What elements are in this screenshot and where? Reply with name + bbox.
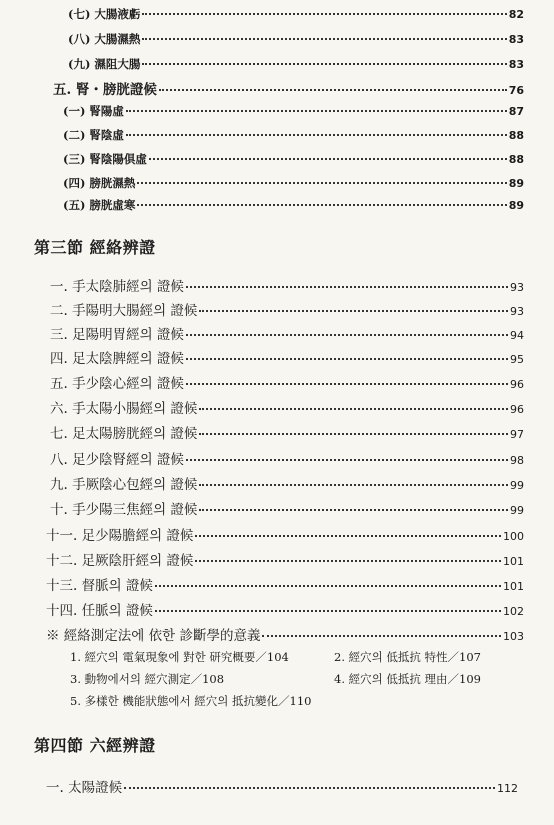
leader-dots	[186, 286, 508, 288]
toc-entry-page: 76	[508, 84, 524, 97]
toc-entry-label: 三. 足陽明胃經의 證候	[50, 327, 184, 343]
toc-entry-label: 七. 足太陽膀胱經의 證候	[50, 426, 198, 442]
toc-entry-page: 97	[510, 428, 524, 441]
toc-entry-label: (五) 膀胱虛寒	[63, 198, 136, 212]
toc-entry-label: (八) 大腸濕熱	[68, 32, 141, 46]
toc-entry-page: 99	[510, 479, 524, 492]
leader-dots	[149, 158, 507, 160]
leader-dots	[199, 509, 508, 511]
leader-dots	[126, 110, 507, 112]
toc-entry-page: 94	[510, 329, 524, 342]
toc-entry-page: 100	[503, 530, 524, 543]
toc-entry-page: 96	[510, 403, 524, 416]
leader-dots	[159, 89, 507, 91]
leader-dots	[199, 433, 508, 435]
toc-entry-label: 一. 太陽證候	[46, 780, 123, 796]
leader-dots	[155, 585, 501, 587]
toc-entry	[50, 372, 524, 392]
leader-dots	[195, 560, 501, 562]
leader-dots	[262, 635, 501, 637]
toc-entry	[53, 78, 524, 98]
leader-dots	[126, 134, 507, 136]
toc-entry	[68, 31, 524, 47]
section-heading: 第三節 經絡辨證	[34, 238, 156, 257]
leader-dots	[142, 38, 506, 40]
toc-entry	[46, 776, 518, 796]
leader-dots	[137, 182, 506, 184]
leader-dots	[186, 459, 508, 461]
toc-entry-page: 96	[510, 378, 524, 391]
toc-entry-label: (三) 腎陰陽俱虛	[63, 152, 147, 166]
leader-dots	[199, 310, 508, 312]
leader-dots	[199, 484, 508, 486]
toc-subitem: 5. 多樣한 機能狀態에서 經穴의 抵抗變化／110	[70, 694, 312, 708]
toc-entry-label: (七) 大腸液虧	[68, 7, 141, 21]
leader-dots	[186, 358, 508, 360]
toc-entry-label: 一. 手太陰肺經의 證候	[50, 279, 184, 295]
leader-dots	[195, 535, 501, 537]
leader-dots	[137, 204, 506, 206]
leader-dots	[186, 383, 508, 385]
toc-entry	[46, 624, 524, 644]
toc-entry	[63, 175, 524, 191]
toc-entry-page: 102	[503, 605, 524, 618]
toc-entry	[63, 127, 524, 143]
toc-entry-label: (二) 腎陰虛	[63, 128, 124, 142]
leader-dots	[155, 610, 501, 612]
toc-entry-page: 101	[503, 555, 524, 568]
toc-entry-page: 101	[503, 580, 524, 593]
toc-entry	[50, 448, 524, 468]
toc-entry	[50, 473, 524, 493]
toc-entry-label: 十三. 督脈의 證候	[46, 578, 153, 594]
toc-entry	[50, 397, 524, 417]
toc-entry	[50, 299, 524, 319]
toc-entry	[68, 6, 524, 22]
toc-entry	[63, 151, 524, 167]
toc-subitem: 3. 動物에서의 經穴測定／108	[70, 672, 225, 686]
toc-entry-label: 十. 手少陽三焦經의 證候	[50, 502, 198, 518]
toc-entry-label: 九. 手厥陰心包經의 證候	[50, 477, 198, 493]
toc-entry-label: (四) 膀胱濕熱	[63, 176, 136, 190]
toc-entry	[50, 323, 524, 343]
toc-entry-page: 98	[510, 454, 524, 467]
toc-entry-page: 112	[497, 782, 518, 795]
toc-entry-label: 四. 足太陰脾經의 證候	[50, 351, 184, 367]
toc-entry-page: 83	[508, 58, 524, 71]
toc-entry-label: (一) 腎陽虛	[63, 104, 124, 118]
toc-entry	[46, 549, 524, 569]
toc-entry-page: 82	[508, 8, 524, 21]
toc-entry-label: 五. 手少陰心經의 證候	[50, 376, 184, 392]
leader-dots	[142, 63, 506, 65]
toc-entry	[50, 347, 524, 367]
toc-entry	[46, 599, 524, 619]
toc-entry-label: ※ 經絡測定法에 依한 診斷學的意義	[46, 628, 261, 644]
toc-entry-label: 二. 手陽明大腸經의 證候	[50, 303, 198, 319]
toc-entry-label: 十二. 足厥陰肝經의 證候	[46, 553, 194, 569]
toc-entry	[63, 197, 524, 213]
toc-subitem: 1. 經穴의 電氣現象에 對한 研究概要／104	[70, 650, 289, 664]
leader-dots	[186, 334, 508, 336]
toc-entry-label: 十一. 足少陽膽經의 證候	[46, 528, 194, 544]
section-heading: 第四節 六經辨證	[34, 736, 156, 755]
toc-entry	[50, 422, 524, 442]
leader-dots	[142, 13, 506, 15]
toc-entry	[50, 498, 524, 518]
toc-entry-label: 六. 手太陽小腸經의 證候	[50, 401, 198, 417]
toc-entry-page: 89	[508, 177, 524, 190]
toc-entry	[50, 275, 524, 295]
toc-entry-label: (九) 濕阻大腸	[68, 57, 141, 71]
toc-entry-page: 103	[503, 630, 524, 643]
toc-entry-page: 93	[510, 305, 524, 318]
toc-entry	[68, 56, 524, 72]
toc-entry-page: 99	[510, 504, 524, 517]
toc-entry-page: 88	[508, 129, 524, 142]
toc-entry-page: 95	[510, 353, 524, 366]
leader-dots	[199, 408, 508, 410]
toc-entry-page: 83	[508, 33, 524, 46]
toc-entry	[46, 524, 524, 544]
toc-entry-page: 87	[508, 105, 524, 118]
toc-subitem: 2. 經穴의 低抵抗 特性／107	[334, 650, 481, 664]
toc-entry	[63, 103, 524, 119]
toc-entry	[46, 574, 524, 594]
toc-entry-label: 五. 腎・膀胱證候	[53, 82, 157, 98]
toc-entry-label: 八. 足少陰腎經의 證候	[50, 452, 184, 468]
toc-subitem: 4. 經穴의 低抵抗 理由／109	[334, 672, 481, 686]
leader-dots	[124, 787, 495, 789]
toc-entry-label: 十四. 任脈의 證候	[46, 603, 153, 619]
toc-entry-page: 89	[508, 199, 524, 212]
toc-entry-page: 93	[510, 281, 524, 294]
toc-entry-page: 88	[508, 153, 524, 166]
